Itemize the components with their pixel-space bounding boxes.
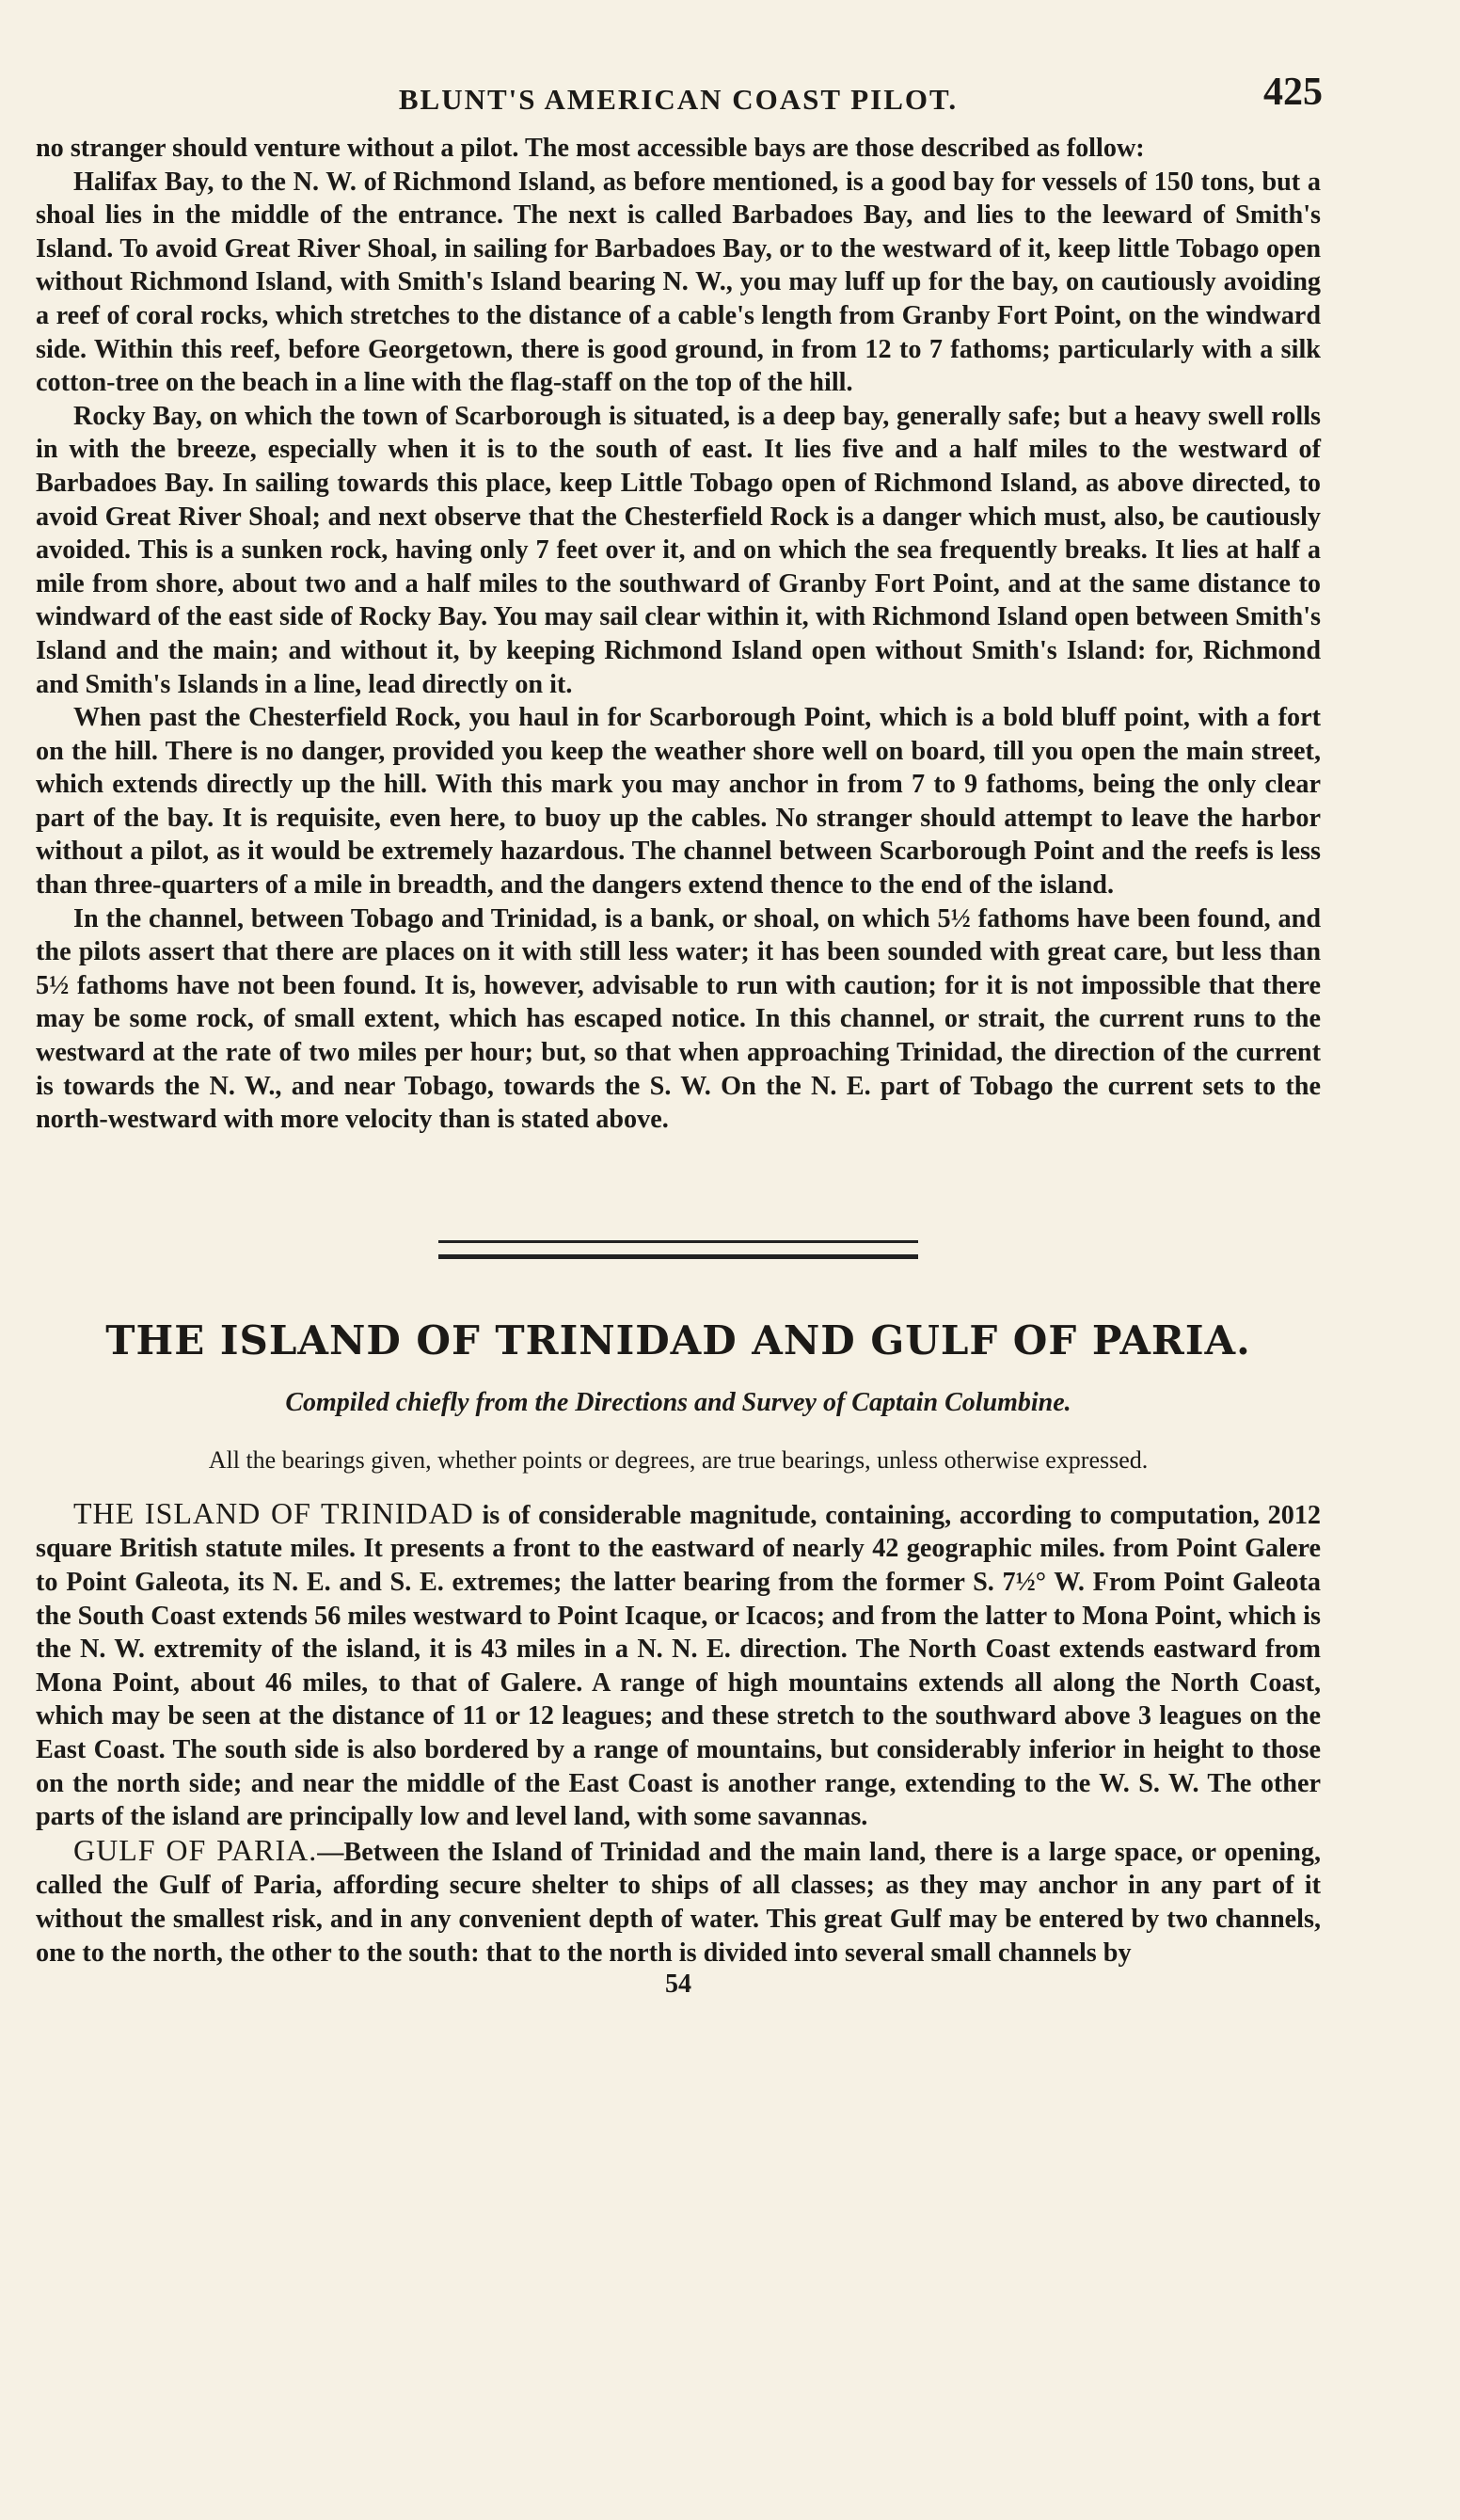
paragraph-text: —Between the Island of Trinidad and the main land, there is a large space, or opening, called the Gulf of Paria, affording secure shelter to ships of all classes; as they may anchor in any part of it without the smallest risk, and in any convenient depth of water. This great Gulf may be entered by two channels, one to the north, the other to the south: that to the north is divided into several small channels by xyxy=(36,1837,1321,1968)
paragraph-lead: GULF OF PARIA. xyxy=(73,1832,318,1867)
paragraph: When past the Chesterfield Rock, you haul in for Scarborough Point, which is a bold bluff point, with a fort on the hill. There is no danger, provided you keep the weather shore well on board, till you open the main street, which extends directly up the hill. With this mark you may anchor in from 7 to 9 fathoms, being the only clear part of the bay. It is requisite, even here, to buoy up the cables. No stranger should attempt to leave the harbor without a pilot, as it would be extremely hazardous. The channel between Scarborough Point and the reefs is less than three-quarters of a mile in breadth, and the dangers extend thence to the end of the island. xyxy=(36,703,1321,901)
section-subtitle: Compiled chiefly from the Directions and Survey of Captain Columbine. xyxy=(285,1387,1071,1417)
page xyxy=(36,66,1321,2000)
body-text-bottom xyxy=(36,1497,1321,1970)
section-divider xyxy=(438,1240,918,1259)
signature-mark: 54 xyxy=(665,1970,691,2000)
paragraph: In the channel, between Tobago and Trinidad, is a bank, or shoal, on which 5½ fathoms have been found, and the pilots assert that there are places on it with still less water; it has been sounded with great care, but less than 5½ fathoms have not been found. It is, however, advisable to run with caution; for it is not impossible that there may be some rock, of small extent, which has escaped notice. In this channel, or strait, the current runs to the westward at the rate of two miles per hour; but, so that when approaching Trinidad, the direction of the current is towards the N. W., and near Tobago, towards the S. W. On the N. E. part of Tobago the current sets to the north-westward with more velocity than is stated above. xyxy=(36,903,1321,1135)
running-title: BLUNT'S AMERICAN COAST PILOT. xyxy=(398,83,959,116)
page-number: 425 xyxy=(1263,71,1323,114)
running-head xyxy=(36,66,1321,132)
paragraph-lead: THE ISLAND OF TRINIDAD xyxy=(73,1495,474,1530)
paragraph xyxy=(36,1834,1321,1970)
bearing-note: All the bearings given, whether points or degrees, are true bearings, unless otherwise expressed. xyxy=(208,1445,1149,1474)
paragraph: no stranger should venture without a pilot. The most accessible bays are those described as follow: xyxy=(36,134,1145,163)
body-text-top xyxy=(36,132,1321,1137)
section-title: THE ISLAND OF TRINIDAD AND GULF OF PARIA. xyxy=(105,1316,1251,1364)
paragraph-text: is of considerable magnitude, containing, according to computation, 2012 square British statute miles. It presents a front to the eastward of nearly 42 geographic miles. from Point Galere to Point Galeota, its N. E. and S. E. extremes; the latter bearing from the former S. 7½° W. From Point Galeota the South Coast extends 56 miles westward to Point Icaque, or Icacos; and from the latter to Mona Point, which is the N. W. extremity of the island, it is 43 miles in a N. N. E. direction. The North Coast extends eastward from Mona Point, about 46 miles, to that of Galere. A range of high mountains extends all along the North Coast, which may be seen at the distance of 11 or 12 leagues; and these stretch to the southward above 3 leagues on the East Coast. The south side is also bordered by a range of mountains, but considerably inferior in height to those on the north side; and near the middle of the East Coast is another range, extending to the W. S. W. The other parts of the island are principally low and level land, with some savannas. xyxy=(36,1500,1322,1832)
paragraph: Rocky Bay, on which the town of Scarborough is situated, is a deep bay, generally safe; but a heavy swell rolls in with the breeze, especially when it is to the south of east. It lies five and a half miles to the westward of Barbadoes Bay. In sailing towards this place, keep Little Tobago open of Richmond Island, as above directed, to avoid Great River Shoal; and next observe that the Chesterfield Rock is a danger which must, also, be cautiously avoided. This is a sunken rock, having only 7 feet over it, and on which the sea frequently breaks. It lies at half a mile from shore, about two and a half miles to the southward of Granby Fort Point, and at the same distance to windward of the east side of Rocky Bay. You may sail clear within it, with Richmond Island open between Smith's Island and the main; and without it, by keeping Richmond Island open without Smith's Island: for, Richmond and Smith's Islands in a line, lead directly on it. xyxy=(36,401,1321,699)
paragraph xyxy=(36,1497,1321,1834)
paragraph: Halifax Bay, to the N. W. of Richmond Island, as before mentioned, is a good bay for vessels of 150 tons, but a shoal lies in the middle of the entrance. The next is called Barbadoes Bay, and lies to the leeward of Smith's Island. To avoid Great River Shoal, in sailing for Barbadoes Bay, or to the westward of it, keep little Tobago open without Richmond Island, with Smith's Island bearing N. W., you may luff up for the bay, on cautiously avoiding a reef of coral rocks, which stretches to the distance of a cable's length from Granby Fort Point, on the windward side. Within this reef, before Georgetown, there is good ground, in from 12 to 7 fathoms; particularly with a silk cotton-tree on the beach in a line with the flag-staff on the top of the hill. xyxy=(36,167,1321,398)
